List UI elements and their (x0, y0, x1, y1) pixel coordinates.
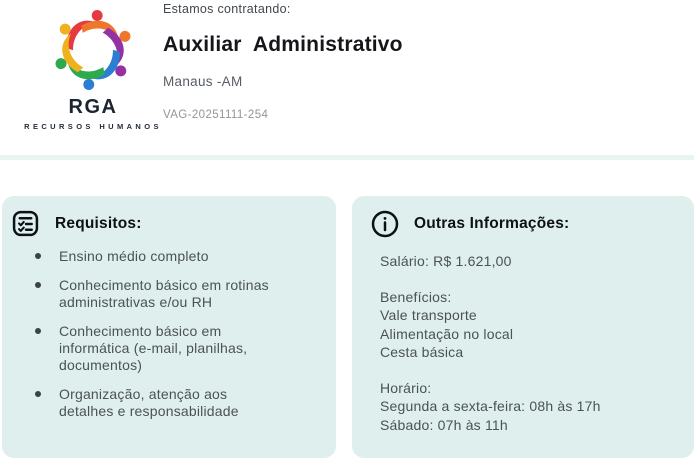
info-group (380, 252, 680, 271)
info-line: Sábado: 07h às 11h (380, 416, 508, 433)
company-logo (20, 6, 166, 131)
hiring-label: Estamos contratando: (163, 2, 291, 16)
info-line: Segunda a sexta-feira: 08h às 17h (380, 398, 601, 414)
bullet-icon (35, 282, 41, 288)
other-info-list (380, 252, 680, 451)
requirements-card (2, 196, 336, 458)
bullet-icon (35, 391, 41, 397)
info-line: Benefícios: (380, 288, 452, 305)
people-circle-logo-icon (47, 6, 139, 94)
divider-band (0, 155, 694, 160)
requirement-item (2, 386, 280, 420)
requirements-card-header (12, 210, 142, 237)
info-group (380, 379, 680, 435)
requirements-title: Requisitos: (55, 214, 142, 232)
requirements-list (2, 248, 336, 432)
requirement-item (2, 323, 280, 374)
requirement-text: Organização, atenção aos detalhes e responsabilidade (59, 386, 239, 419)
bullet-icon (35, 328, 41, 334)
vacancy-code: VAG-20251111-254 (163, 109, 269, 121)
job-title: Auxiliar Administrativo (163, 33, 403, 56)
other-info-card-header (370, 209, 569, 239)
info-line: Salário: R$ 1.621,00 (380, 253, 512, 269)
requirement-item (2, 277, 280, 311)
requirement-text: Conhecimento básico em informática (e-mail, planilhas, documentos) (59, 323, 248, 373)
info-line: Alimentação no local (380, 325, 514, 342)
info-group (380, 288, 680, 362)
job-location: Manaus -AM (163, 74, 243, 89)
info-icon (370, 209, 400, 239)
other-info-card (352, 196, 694, 458)
requirement-text: Conhecimento básico em rotinas administrativas e/ou RH (59, 277, 269, 310)
logo-brand-text: RGA (68, 96, 118, 118)
info-line: Vale transporte (380, 307, 477, 323)
requirement-text: Ensino médio completo (59, 248, 209, 264)
info-line: Horário: (380, 379, 432, 396)
logo-subtitle-text: RECURSOS HUMANOS (24, 122, 162, 131)
checklist-icon (12, 210, 39, 237)
requirement-item (2, 248, 280, 265)
bullet-icon (35, 253, 41, 259)
other-info-title: Outras Informações: (414, 215, 570, 232)
info-line: Cesta básica (380, 344, 464, 360)
